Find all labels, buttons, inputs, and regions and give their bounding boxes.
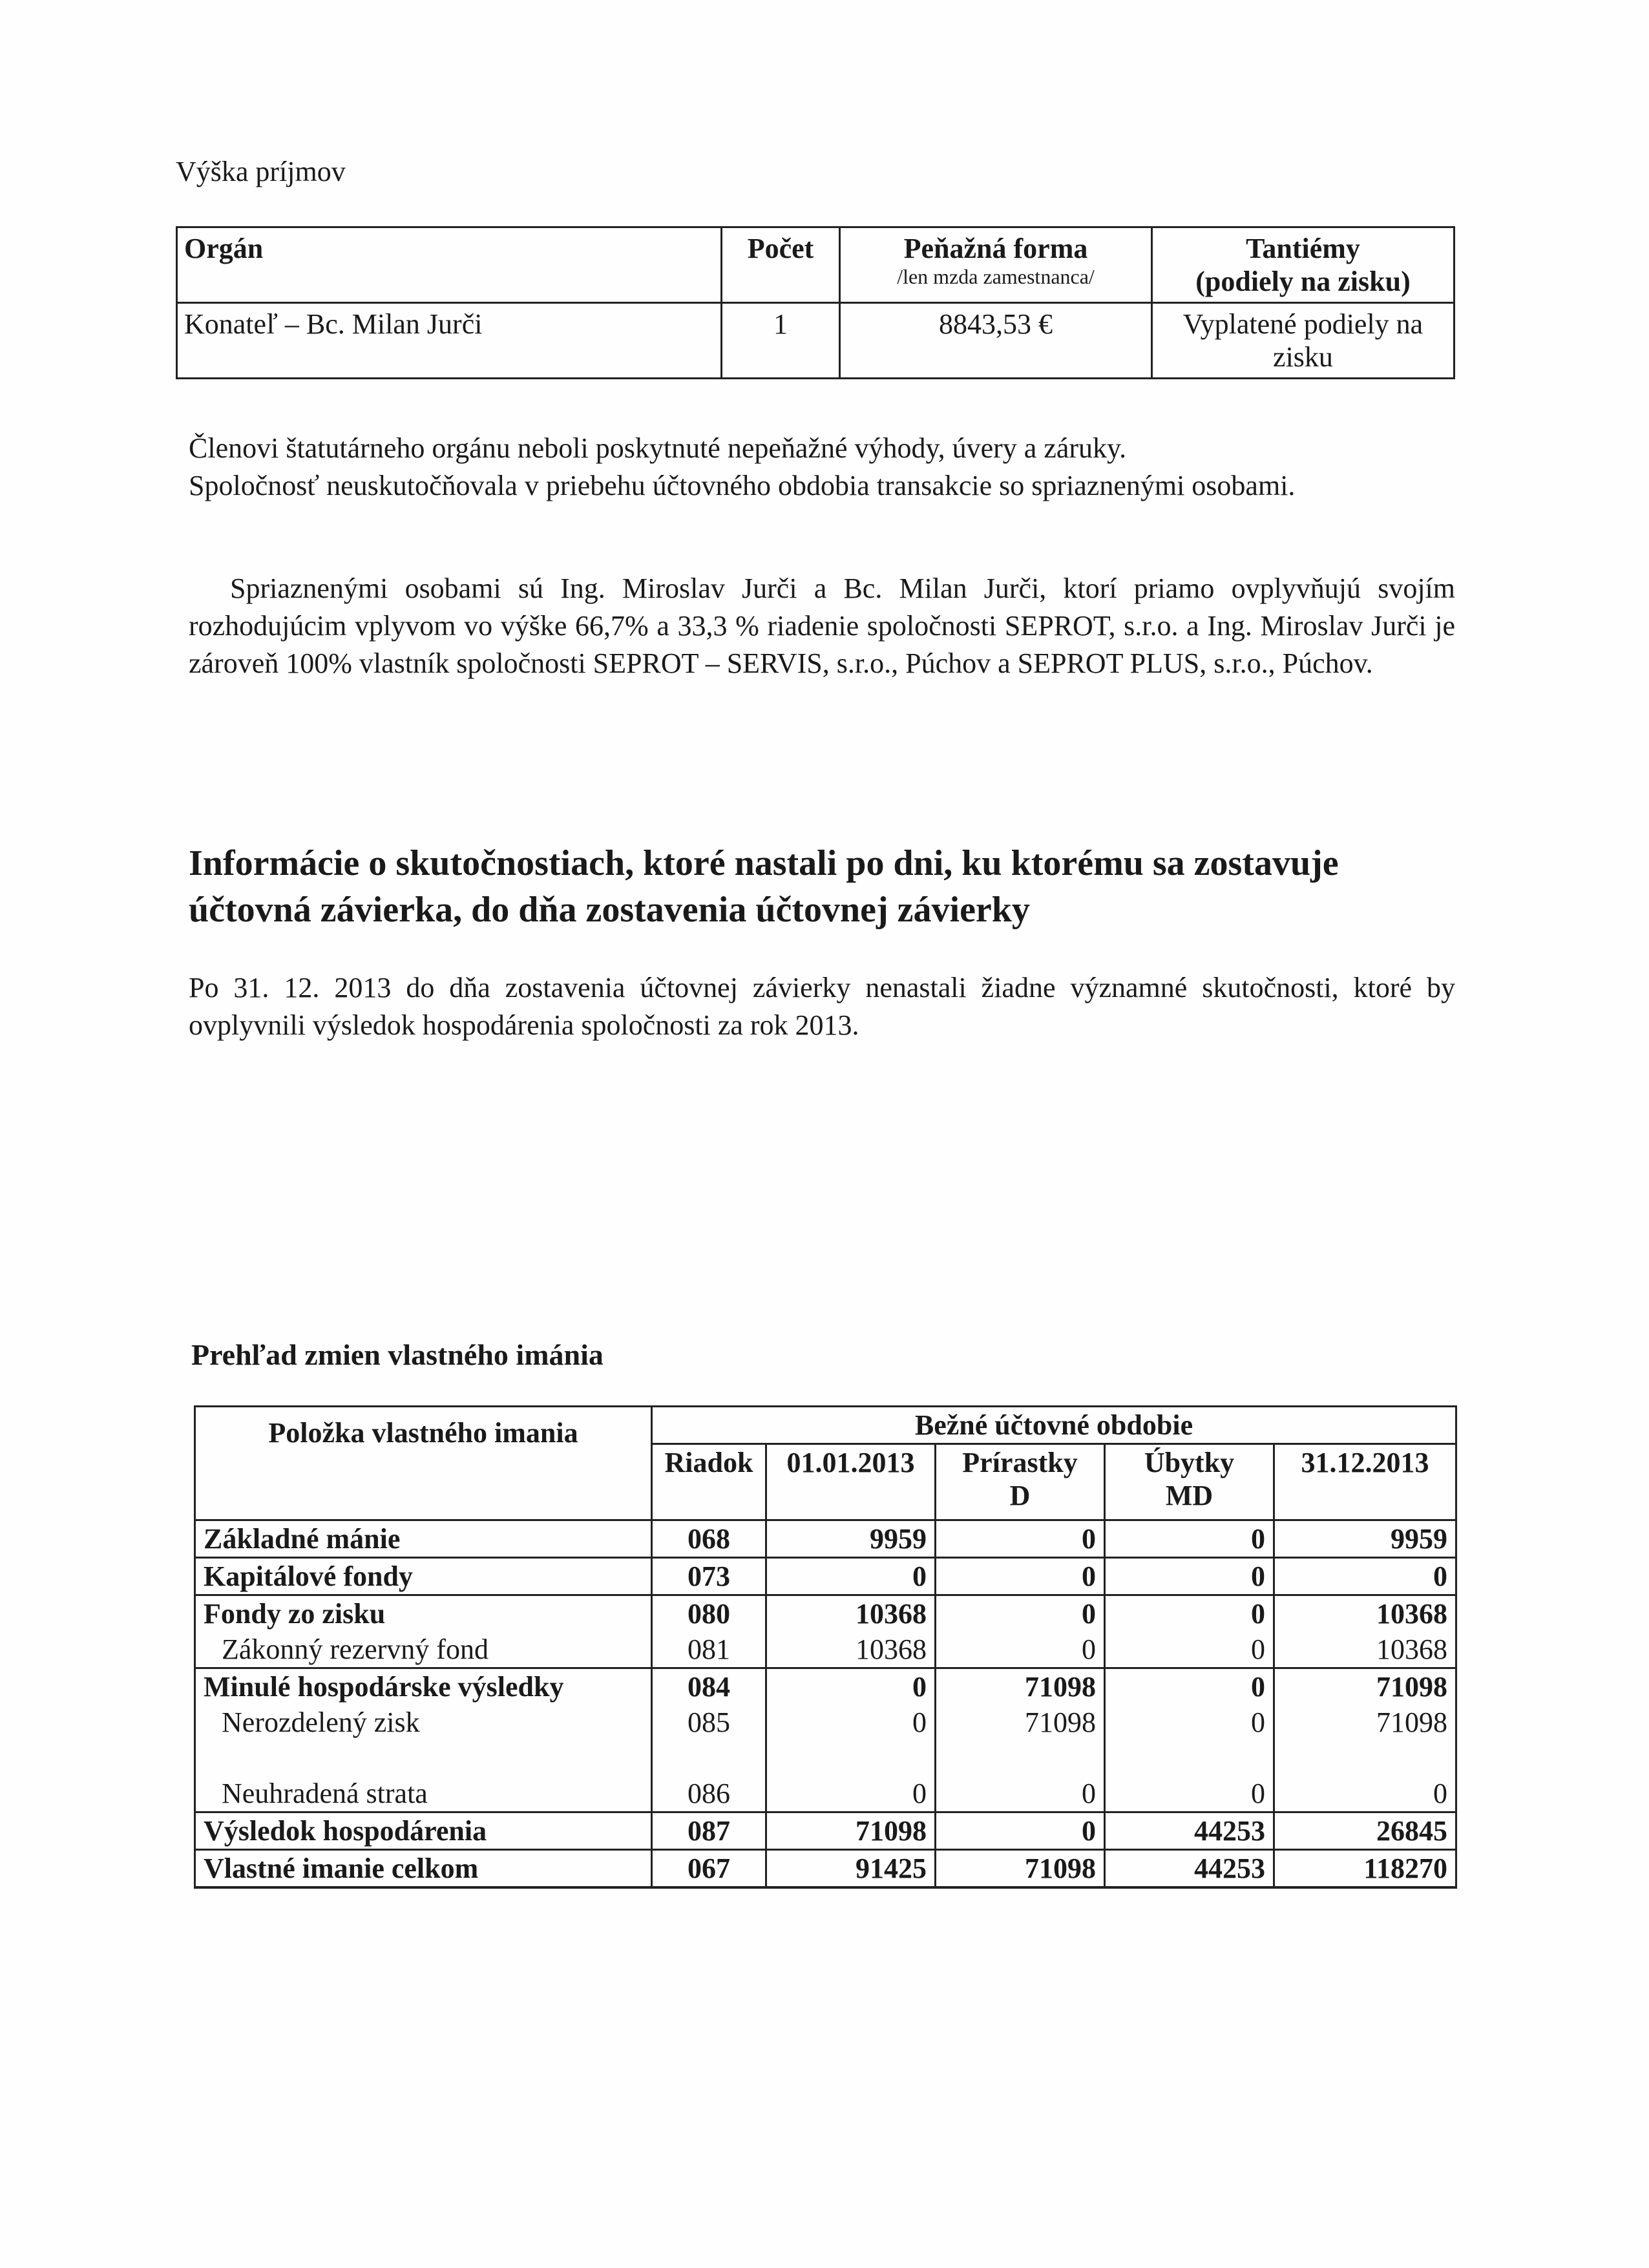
row-end: 10368 — [1274, 1632, 1456, 1668]
table-row — [195, 1632, 1456, 1668]
header-increase-sub: D — [1009, 1480, 1031, 1511]
row-increase: 0 — [936, 1520, 1105, 1558]
header-item: Položka vlastného imania — [195, 1407, 652, 1520]
row-label: Neuhradená strata — [195, 1776, 652, 1812]
header-pocet: Počet — [722, 227, 840, 303]
row-label: Vlastné imanie celkom — [195, 1850, 652, 1888]
header-decrease-sub: MD — [1165, 1480, 1213, 1511]
row-increase: 0 — [936, 1776, 1105, 1812]
row-decrease: 0 — [1105, 1558, 1274, 1595]
header-decrease — [1105, 1444, 1274, 1520]
cell-pocet: 1 — [722, 303, 840, 379]
income-section-title: Výška príjmov — [176, 156, 346, 187]
header-organ: Orgán — [177, 227, 722, 303]
row-start: 10368 — [766, 1595, 936, 1632]
row-end: 26845 — [1274, 1812, 1456, 1850]
table-row — [177, 303, 1455, 379]
events-heading: Informácie o skutočnostiach, ktoré nastali po dni, ku ktorému sa zostavuje účtovná závierka, do dňa zostavenia účtovnej závierky — [189, 843, 1339, 930]
row-start: 0 — [766, 1705, 936, 1776]
header-tantiemy — [1152, 227, 1455, 303]
row-increase: 0 — [936, 1632, 1105, 1668]
row-decrease: 0 — [1105, 1668, 1274, 1705]
table-row — [195, 1812, 1456, 1850]
equity-header-row-1 — [195, 1407, 1456, 1444]
header-start: 01.01.2013 — [766, 1444, 936, 1520]
row-increase: 71098 — [936, 1850, 1105, 1888]
row-start: 9959 — [766, 1520, 936, 1558]
row-increase: 0 — [936, 1558, 1105, 1595]
header-riadok: Riadok — [652, 1444, 766, 1520]
row-label: Minulé hospodárske výsledky — [195, 1668, 652, 1705]
paragraph-related-parties: Spriaznenými osobami sú Ing. Miroslav Jurči a Bc. Milan Jurči, ktorí priamo ovplyvňujú svojím rozhodujúcim vplyvom vo výške 66,7% a 33,3 % riadenie spoločnosti SEPROT, s.r.o. a Ing. Miroslav Jurči je zároveň 100% vlastník spoločnosti SEPROT – SERVIS, s.r.o., Púchov a SEPROT PLUS, s.r.o., Púchov. — [189, 572, 1455, 679]
table-row — [195, 1595, 1456, 1632]
row-increase: 0 — [936, 1595, 1105, 1632]
table-row — [195, 1705, 1456, 1776]
cell-organ: Konateľ – Bc. Milan Jurči — [177, 303, 722, 379]
table-row — [195, 1520, 1456, 1558]
row-riadok: 085 — [652, 1705, 766, 1776]
header-period: Bežné účtovné obdobie — [652, 1407, 1456, 1444]
header-tantiemy-label: Tantiémy — [1246, 233, 1360, 264]
header-penazna-forma — [840, 227, 1152, 303]
equity-table — [194, 1405, 1457, 1889]
row-decrease: 0 — [1105, 1705, 1274, 1776]
row-riadok: 080 — [652, 1595, 766, 1632]
header-penazna-label: Peňažná forma — [903, 233, 1088, 264]
row-start: 0 — [766, 1776, 936, 1812]
header-penazna-sub: /len mzda zamestnanca/ — [897, 265, 1095, 288]
row-decrease: 44253 — [1105, 1850, 1274, 1888]
income-table-header — [177, 227, 1455, 303]
row-end: 0 — [1274, 1558, 1456, 1595]
row-decrease: 0 — [1105, 1520, 1274, 1558]
cell-penazna: 8843,53 € — [840, 303, 1152, 379]
row-decrease: 0 — [1105, 1776, 1274, 1812]
row-riadok: 086 — [652, 1776, 766, 1812]
row-start: 91425 — [766, 1850, 936, 1888]
paragraph-transactions: Spoločnosť neuskutočňovala v priebehu účtovného obdobia transakcie so spriaznenými osobami. — [189, 470, 1296, 501]
row-decrease: 0 — [1105, 1632, 1274, 1668]
row-end: 71098 — [1274, 1705, 1456, 1776]
row-end: 71098 — [1274, 1668, 1456, 1705]
row-riadok: 081 — [652, 1632, 766, 1668]
row-decrease: 0 — [1105, 1595, 1274, 1632]
row-start: 0 — [766, 1558, 936, 1595]
row-increase: 0 — [936, 1812, 1105, 1850]
row-decrease: 44253 — [1105, 1812, 1274, 1850]
equity-heading: Prehľad zmien vlastného imánia — [191, 1338, 604, 1371]
table-row — [195, 1558, 1456, 1595]
header-increase-label: Prírastky — [962, 1447, 1078, 1478]
table-row — [195, 1776, 1456, 1812]
table-row — [195, 1850, 1456, 1888]
header-decrease-label: Úbytky — [1144, 1447, 1235, 1478]
events-text: Po 31. 12. 2013 do dňa zostavenia účtovnej závierky nenastali žiadne významné skutočnosti, ktoré by ovplyvnili výsledok hospodárenia spoločnosti za rok 2013. — [189, 972, 1455, 1041]
row-end: 10368 — [1274, 1595, 1456, 1632]
row-riadok: 068 — [652, 1520, 766, 1558]
row-riadok: 084 — [652, 1668, 766, 1705]
header-increase — [936, 1444, 1105, 1520]
row-end: 9959 — [1274, 1520, 1456, 1558]
row-label: Základné mánie — [195, 1520, 652, 1558]
cell-tantiemy: Vyplatené podiely na zisku — [1152, 303, 1455, 379]
row-start: 10368 — [766, 1632, 936, 1668]
table-row — [195, 1668, 1456, 1705]
row-start: 71098 — [766, 1812, 936, 1850]
row-end: 118270 — [1274, 1850, 1456, 1888]
row-riadok: 087 — [652, 1812, 766, 1850]
row-end: 0 — [1274, 1776, 1456, 1812]
row-increase: 71098 — [936, 1668, 1105, 1705]
income-table — [176, 226, 1455, 379]
row-riadok: 067 — [652, 1850, 766, 1888]
row-label: Kapitálové fondy — [195, 1558, 652, 1595]
header-end: 31.12.2013 — [1274, 1444, 1456, 1520]
row-riadok: 073 — [652, 1558, 766, 1595]
row-label: Zákonný rezervný fond — [195, 1632, 652, 1668]
row-start: 0 — [766, 1668, 936, 1705]
row-increase: 71098 — [936, 1705, 1105, 1776]
paragraph-benefits: Členovi štatutárneho orgánu neboli poskytnuté nepeňažné výhody, úvery a záruky. — [189, 432, 1127, 464]
row-label: Výsledok hospodárenia — [195, 1812, 652, 1850]
row-label: Fondy zo zisku — [195, 1595, 652, 1632]
header-tantiemy-sub: (podiely na zisku) — [1195, 266, 1411, 297]
row-label: Nerozdelený zisk — [195, 1705, 652, 1776]
